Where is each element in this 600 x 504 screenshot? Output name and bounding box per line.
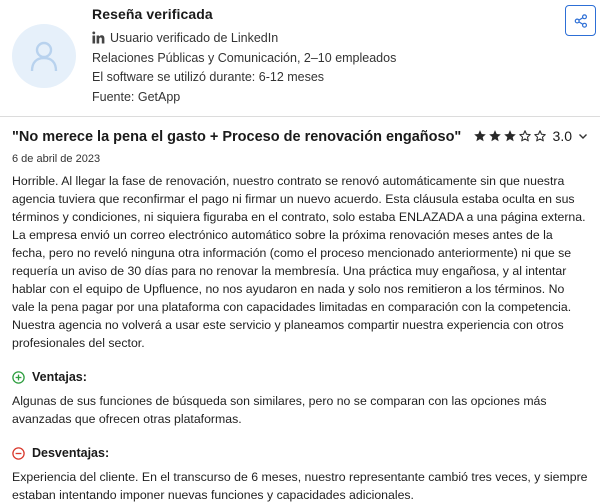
reviewer-meta <box>92 6 396 107</box>
star-full-icon <box>473 129 487 143</box>
divider <box>0 116 600 117</box>
verified-label: Usuario verificado de LinkedIn <box>110 31 279 45</box>
plus-circle-icon <box>12 371 25 384</box>
cons-heading <box>12 446 588 460</box>
review-body: Horrible. Al llegar la fase de renovación, nuestro contrato se renovó automáticamente sin que nuestra agencia tuviera que reconfirmar el pago ni firmar un nuevo acuerdo. Esta cláusula estaba oculta en sus términos y condiciones, ni siquiera figuraba en el contrato, solo estaba ENLAZADA a una página externa. La empresa envió un correo electrónico automático sobre la próxima renovación meses antes de la fecha, pero no reveló ninguna otra información (como el proceso mencionado anteriormente) ni que se requería un aviso de 30 días para no renovar la membresía. Una práctica muy engañosa, y al intentar hablar con el equipo de Upfluence, no nos ayudaron en nada y solo nos remitieron a los términos. No vale la pena pagar por una plataforma con capacidades limitadas en comparación con la competencia. Nuestra agencia no volverá a usar este servicio y planeamos compartir nuestra experiencia con otros profesionales del sector. <box>12 174 586 350</box>
minus-circle-icon <box>12 447 25 460</box>
user-avatar-icon <box>29 40 59 72</box>
review-title-row <box>12 128 588 150</box>
rating[interactable] <box>473 128 588 144</box>
star-empty-icon <box>518 129 532 143</box>
verified-line <box>92 29 396 47</box>
share-button[interactable] <box>565 5 596 36</box>
review-title: "No merece la pena el gasto + Proceso de renovación engañoso" <box>12 129 462 145</box>
pros-text: Algunas de sus funciones de búsqueda son similares, pero no se comparan con las opciones más avanzadas que ofrecen otras plataformas. <box>12 394 547 426</box>
reviewer-name: Reseña verificada <box>92 6 213 22</box>
cons-text: Experiencia del cliente. En el transcurso de 6 meses, nuestro representante cambió tres veces, y siempre estaban intentando imponer nuevas funciones y capacidades adicionales. <box>12 470 588 502</box>
review-date: 6 de abril de 2023 <box>12 153 101 165</box>
star-empty-icon <box>533 129 547 143</box>
linkedin-icon <box>92 31 106 45</box>
review-card <box>12 128 588 504</box>
rating-value: 3.0 <box>552 128 572 144</box>
share-icon <box>574 14 588 28</box>
cons-label: Desventajas: <box>32 446 110 460</box>
industry-line: Relaciones Públicas y Comunicación, 2–10 empleados <box>92 50 397 65</box>
star-full-icon <box>503 129 517 143</box>
usage-line: El software se utilizó durante: 6-12 meses <box>92 70 325 85</box>
reviewer-header <box>12 0 600 115</box>
avatar <box>12 24 76 88</box>
star-full-icon <box>488 129 502 143</box>
chevron-down-icon[interactable] <box>578 131 588 141</box>
source-line: Fuente: GetApp <box>92 89 181 104</box>
pros-heading <box>12 370 588 384</box>
pros-label: Ventajas: <box>32 370 87 384</box>
